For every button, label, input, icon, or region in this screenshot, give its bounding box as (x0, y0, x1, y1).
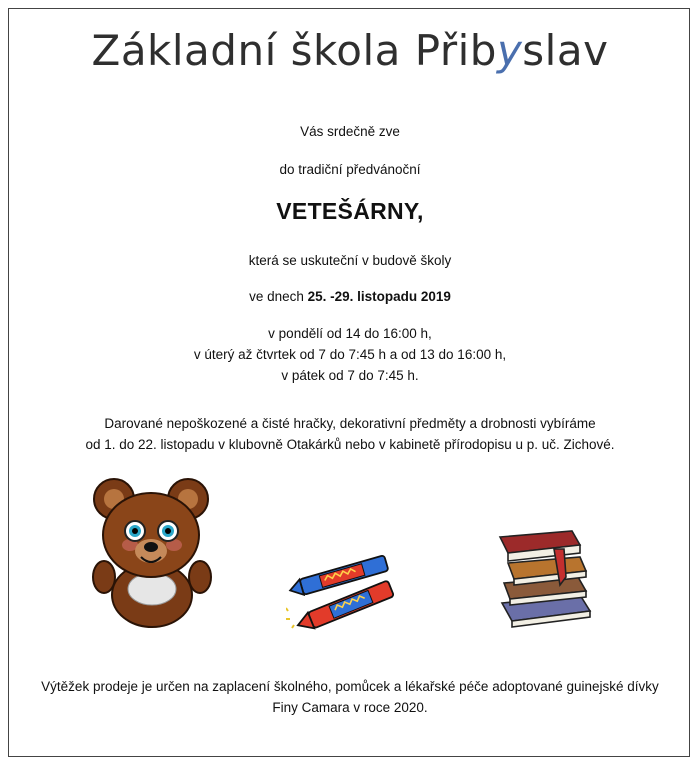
logo-accent-letter: y (496, 26, 523, 75)
invite-line-2: do tradiční předvánoční (279, 162, 421, 177)
crayons-icon (286, 553, 404, 631)
logo-text-prefix: Základní škola Přib (91, 26, 497, 75)
dates-range: 25. -29. listopadu 2019 (307, 289, 451, 304)
footer-line-2: Finy Camara v roce 2020. (272, 700, 428, 715)
dates-prefix: ve dnech (249, 289, 308, 304)
school-logo (8, 26, 692, 75)
schedule-block (8, 323, 692, 386)
books-icon (494, 527, 606, 631)
invite-line-1: Vás srdečně zve (300, 124, 400, 139)
teddy-bear-icon (88, 477, 216, 629)
donation-block (8, 413, 692, 455)
event-title: VETEŠÁRNY, (276, 198, 424, 224)
footer-block (8, 676, 692, 718)
donation-line-1: Darované nepoškozené a čisté hračky, dekorativní předměty a drobnosti vybíráme (104, 416, 596, 431)
footer-line-1: Výtěžek prodeje je určen na zaplacení školného, pomůcek a lékařské péče adoptované guinejské dívky (41, 679, 659, 694)
donation-line-2: od 1. do 22. listopadu v klubovně Otakárků nebo v kabinetě přírodopisu u p. uč. Zichové. (85, 437, 615, 452)
logo-text-suffix: slav (522, 26, 609, 75)
event-dates (8, 286, 692, 307)
invite-line-3: která se uskuteční v budově školy (248, 253, 452, 268)
schedule-line-tue-thu: v úterý až čtvrtek od 7 do 7:45 h a od 13 do 16:00 h, (193, 347, 507, 362)
schedule-line-friday: v pátek od 7 do 7:45 h. (281, 368, 419, 383)
schedule-line-monday: v pondělí od 14 do 16:00 h, (268, 326, 432, 341)
